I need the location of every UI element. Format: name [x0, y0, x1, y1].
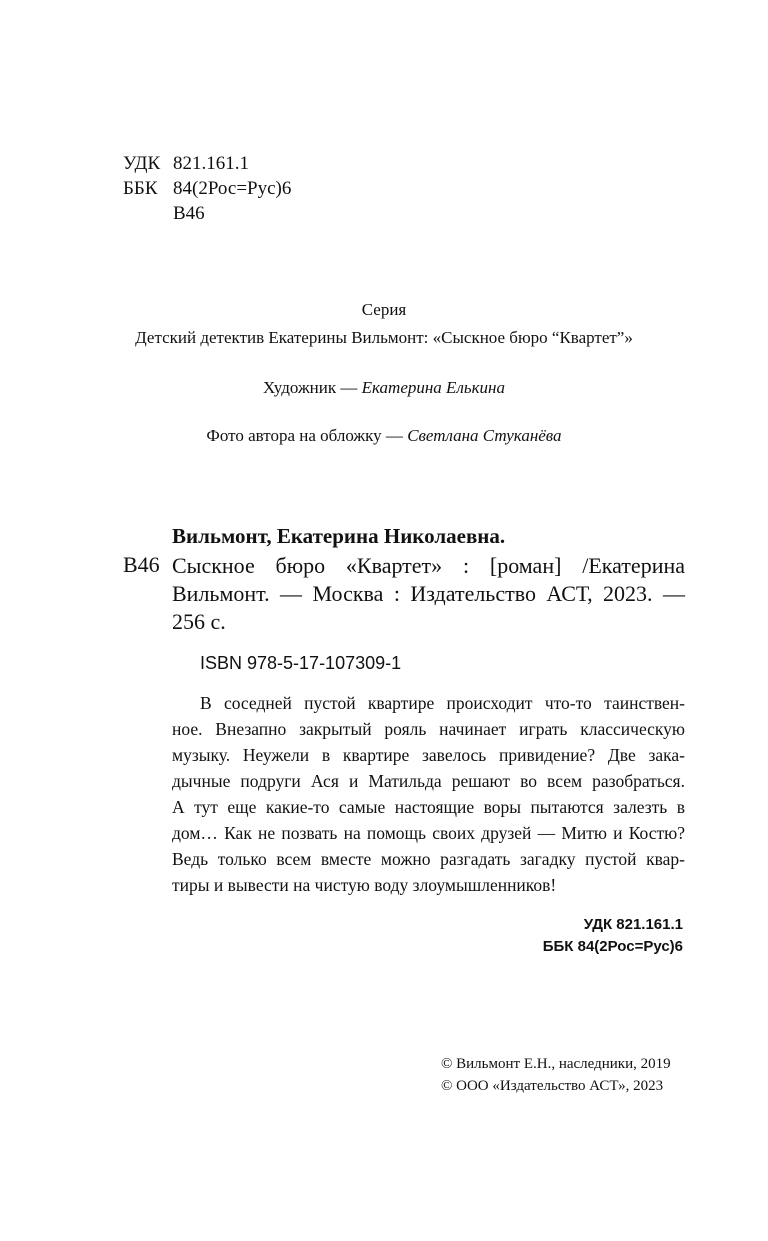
series-name: Детский детектив Екатерины Вильмонт: «Сыскное бюро “Квартет”» [135, 328, 633, 347]
annotation-line: дом… Как не позвать на помощь своих друзей — Митю и Костю? [172, 823, 685, 843]
illustrator-name: Екатерина Елькина [361, 378, 505, 397]
description-line: Сыскное бюро «Квартет» : [роман] /Екатерина [172, 553, 685, 578]
illustrator-credit [0, 378, 768, 398]
series-heading: Серия [361, 300, 407, 319]
description-line: 256 с. [172, 609, 226, 634]
bottom-bbk: ББК 84(2Рос=Рус)6 [542, 938, 683, 955]
illustrator-label: Художник — [263, 378, 362, 397]
annotation-line: дычные подруги Ася и Матильда решают во всем разобраться. [172, 771, 685, 791]
annotation-line: ное. Внезапно закрытый рояль начинает играть классическую [172, 719, 685, 739]
entry-author-mark: В46 [123, 552, 160, 577]
top-udk-line [123, 152, 249, 175]
top-udk-value: 821.161.1 [173, 153, 249, 174]
copyright-publisher: © ООО «Издательство АСТ», 2023 [441, 1078, 664, 1094]
top-udk-label: УДК [123, 153, 161, 174]
annotation-line: А тут еще какие-то самые настоящие воры пытаются залезть в [172, 797, 685, 817]
annotation-line: Ведь только всем вместе можно разгадать загадку пустой квар- [172, 849, 685, 869]
photo-credit [0, 426, 768, 446]
top-bbk-label: ББК [123, 178, 158, 199]
entry-description [172, 552, 685, 636]
top-author-mark: В46 [173, 203, 205, 224]
isbn: ISBN 978-5-17-107309-1 [200, 653, 402, 673]
photo-name: Светлана Стуканёва [407, 426, 562, 445]
photo-label: Фото автора на обложку — [206, 426, 408, 445]
annotation [172, 690, 685, 898]
copyright-author: © Вильмонт Е.Н., наследники, 2019 [441, 1056, 671, 1072]
annotation-line: тиры и вывести на чистую воду злоумышленников! [172, 875, 557, 895]
annotation-line: В соседней пустой квартире происходит что-то таинствен- [200, 693, 685, 713]
top-bbk-line [123, 177, 291, 200]
top-bbk-value: 84(2Рос=Рус)6 [173, 178, 292, 199]
annotation-line: музыку. Неужели в квартире завелось привидение? Две зака- [172, 745, 685, 765]
bottom-udk: УДК 821.161.1 [583, 916, 683, 933]
description-line: Вильмонт. — Москва : Издательство АСТ, 2023. — [172, 581, 685, 606]
entry-author: Вильмонт, Екатерина Николаевна. [172, 524, 506, 548]
